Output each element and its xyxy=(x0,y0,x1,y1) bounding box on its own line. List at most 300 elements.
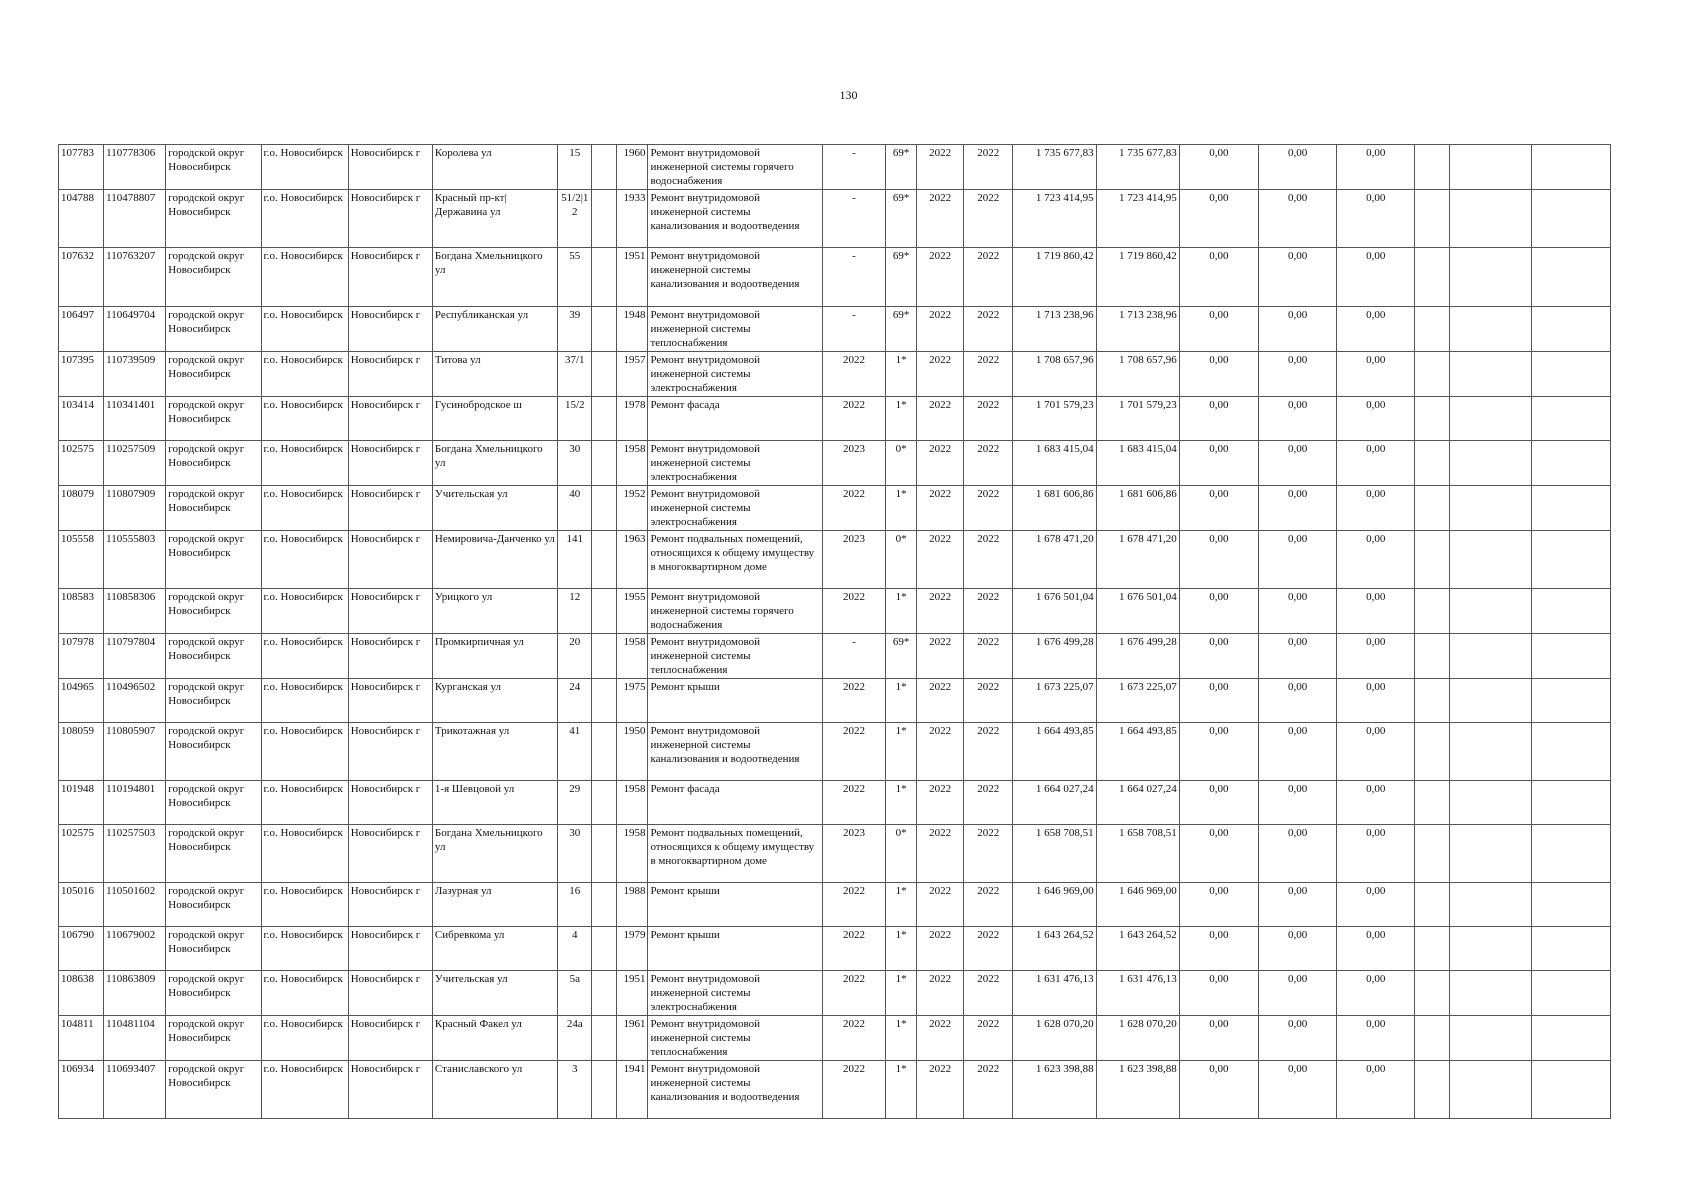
cell-work-type: Ремонт внутридомовой инженерной системы горячего водоснабжения xyxy=(648,589,822,634)
cell-street: Трикотажная ул xyxy=(432,723,557,781)
cell-cost-budget-3: 0,00 xyxy=(1337,307,1415,352)
cell-cost-budget-2: 0,00 xyxy=(1258,883,1336,927)
cell-city: Новосибирск г xyxy=(348,825,432,883)
cell-start-year: 2022 xyxy=(917,723,964,781)
cell-cost-budget-2: 0,00 xyxy=(1258,145,1336,190)
cell-municipality: городской округ Новосибирск xyxy=(166,634,261,679)
cell-city: Новосибирск г xyxy=(348,248,432,307)
cell-extra-2 xyxy=(1450,352,1531,397)
cell-extra-2 xyxy=(1450,589,1531,634)
cell-extra-1 xyxy=(1415,397,1450,441)
cell-city: Новосибирск г xyxy=(348,145,432,190)
cell-row-id: 104965 xyxy=(59,679,104,723)
cell-city: Новосибирск г xyxy=(348,679,432,723)
cell-house-number: 30 xyxy=(558,441,592,486)
cell-street: Лазурная ул xyxy=(432,883,557,927)
cell-plan-year: - xyxy=(822,634,885,679)
cell-cost-budget-1: 0,00 xyxy=(1179,927,1258,971)
cell-house-number: 30 xyxy=(558,825,592,883)
cell-end-year: 2022 xyxy=(964,352,1013,397)
cell-year-built: 1955 xyxy=(617,589,648,634)
cell-cost-budget-2: 0,00 xyxy=(1258,781,1336,825)
cell-start-year: 2022 xyxy=(917,307,964,352)
cell-extra-1 xyxy=(1415,589,1450,634)
cell-city: Новосибирск г xyxy=(348,397,432,441)
cell-status: 1* xyxy=(886,971,917,1016)
cell-year-built: 1951 xyxy=(617,248,648,307)
cell-total-cost: 1 713 238,96 xyxy=(1013,307,1096,352)
cell-year-built: 1950 xyxy=(617,723,648,781)
cell-cost-budget-2: 0,00 xyxy=(1258,723,1336,781)
cell-house-number: 40 xyxy=(558,486,592,531)
cell-municipality: городской округ Новосибирск xyxy=(166,927,261,971)
cell-cost-budget-3: 0,00 xyxy=(1337,634,1415,679)
cell-cost-budget-2: 0,00 xyxy=(1258,589,1336,634)
cell-start-year: 2022 xyxy=(917,825,964,883)
cell-municipality: городской округ Новосибирск xyxy=(166,781,261,825)
cell-city: Новосибирск г xyxy=(348,634,432,679)
cell-district: г.о. Новосибирск xyxy=(261,486,348,531)
cell-house-code: 110807909 xyxy=(104,486,166,531)
cell-extra-3 xyxy=(1531,781,1610,825)
cell-cost-budget-3: 0,00 xyxy=(1337,927,1415,971)
cell-municipality: городской округ Новосибирск xyxy=(166,190,261,248)
cell-cost-budget-2: 0,00 xyxy=(1258,679,1336,723)
cell-total-cost: 1 631 476,13 xyxy=(1013,971,1096,1016)
cell-cost-budget-2: 0,00 xyxy=(1258,190,1336,248)
cell-work-type: Ремонт подвальных помещений, относящихся к общему имуществу в многоквартирном доме xyxy=(648,825,822,883)
cell-year-built: 1958 xyxy=(617,634,648,679)
cell-building xyxy=(592,1061,617,1119)
cell-cost-budget-2: 0,00 xyxy=(1258,1016,1336,1061)
cell-street: Немировича-Данченко ул xyxy=(432,531,557,589)
cell-cost-budget-1: 0,00 xyxy=(1179,883,1258,927)
cell-cost-fund: 1 735 677,83 xyxy=(1096,145,1179,190)
cell-extra-2 xyxy=(1450,1016,1531,1061)
cell-house-code: 110341401 xyxy=(104,397,166,441)
cell-cost-budget-2: 0,00 xyxy=(1258,531,1336,589)
cell-plan-year: 2023 xyxy=(822,531,885,589)
cell-extra-1 xyxy=(1415,971,1450,1016)
cell-extra-3 xyxy=(1531,634,1610,679)
cell-total-cost: 1 658 708,51 xyxy=(1013,825,1096,883)
cell-cost-budget-1: 0,00 xyxy=(1179,679,1258,723)
cell-cost-budget-2: 0,00 xyxy=(1258,397,1336,441)
cell-year-built: 1958 xyxy=(617,825,648,883)
cell-cost-fund: 1 664 027,24 xyxy=(1096,781,1179,825)
cell-work-type: Ремонт внутридомовой инженерной системы теплоснабжения xyxy=(648,1016,822,1061)
cell-total-cost: 1 628 070,20 xyxy=(1013,1016,1096,1061)
table-body xyxy=(59,145,1611,1119)
cell-row-id: 108059 xyxy=(59,723,104,781)
cell-cost-budget-1: 0,00 xyxy=(1179,1016,1258,1061)
cell-extra-3 xyxy=(1531,352,1610,397)
cell-status: 1* xyxy=(886,352,917,397)
cell-street: Королева ул xyxy=(432,145,557,190)
cell-extra-1 xyxy=(1415,1016,1450,1061)
cell-district: г.о. Новосибирск xyxy=(261,190,348,248)
cell-start-year: 2022 xyxy=(917,927,964,971)
cell-work-type: Ремонт крыши xyxy=(648,927,822,971)
cell-street: Промкирпичная ул xyxy=(432,634,557,679)
cell-house-number: 24а xyxy=(558,1016,592,1061)
table-row xyxy=(59,441,1611,486)
cell-cost-budget-1: 0,00 xyxy=(1179,825,1258,883)
cell-municipality: городской округ Новосибирск xyxy=(166,723,261,781)
cell-building xyxy=(592,1016,617,1061)
cell-cost-budget-1: 0,00 xyxy=(1179,441,1258,486)
cell-plan-year: 2023 xyxy=(822,825,885,883)
cell-building xyxy=(592,486,617,531)
cell-plan-year: 2022 xyxy=(822,486,885,531)
cell-house-code: 110858306 xyxy=(104,589,166,634)
cell-municipality: городской округ Новосибирск xyxy=(166,883,261,927)
cell-cost-budget-3: 0,00 xyxy=(1337,1061,1415,1119)
cell-work-type: Ремонт внутридомовой инженерной системы электроснабжения xyxy=(648,971,822,1016)
cell-end-year: 2022 xyxy=(964,825,1013,883)
cell-house-number: 4 xyxy=(558,927,592,971)
cell-street: Богдана Хмельницкого ул xyxy=(432,441,557,486)
cell-cost-budget-3: 0,00 xyxy=(1337,486,1415,531)
cell-street: Красный пр-кт|Державина ул xyxy=(432,190,557,248)
cell-row-id: 108638 xyxy=(59,971,104,1016)
cell-building xyxy=(592,781,617,825)
cell-work-type: Ремонт подвальных помещений, относящихся к общему имуществу в многоквартирном доме xyxy=(648,531,822,589)
cell-start-year: 2022 xyxy=(917,1061,964,1119)
cell-work-type: Ремонт внутридомовой инженерной системы электроснабжения xyxy=(648,486,822,531)
cell-extra-1 xyxy=(1415,531,1450,589)
table-row xyxy=(59,679,1611,723)
cell-district: г.о. Новосибирск xyxy=(261,307,348,352)
cell-district: г.о. Новосибирск xyxy=(261,679,348,723)
cell-status: 69* xyxy=(886,248,917,307)
cell-city: Новосибирск г xyxy=(348,307,432,352)
cell-status: 69* xyxy=(886,634,917,679)
cell-district: г.о. Новосибирск xyxy=(261,927,348,971)
cell-cost-fund: 1 676 501,04 xyxy=(1096,589,1179,634)
cell-work-type: Ремонт внутридомовой инженерной системы канализования и водоотведения xyxy=(648,248,822,307)
cell-extra-3 xyxy=(1531,1061,1610,1119)
cell-status: 69* xyxy=(886,307,917,352)
cell-extra-1 xyxy=(1415,723,1450,781)
cell-work-type: Ремонт внутридомовой инженерной системы канализования и водоотведения xyxy=(648,190,822,248)
table-row xyxy=(59,248,1611,307)
cell-cost-fund: 1 658 708,51 xyxy=(1096,825,1179,883)
cell-row-id: 106497 xyxy=(59,307,104,352)
cell-building xyxy=(592,927,617,971)
cell-start-year: 2022 xyxy=(917,883,964,927)
cell-cost-fund: 1 623 398,88 xyxy=(1096,1061,1179,1119)
cell-work-type: Ремонт внутридомовой инженерной системы канализования и водоотведения xyxy=(648,723,822,781)
cell-building xyxy=(592,589,617,634)
cell-cost-budget-1: 0,00 xyxy=(1179,190,1258,248)
cell-year-built: 1978 xyxy=(617,397,648,441)
cell-year-built: 1958 xyxy=(617,441,648,486)
cell-house-number: 15 xyxy=(558,145,592,190)
cell-street: Станиславского ул xyxy=(432,1061,557,1119)
cell-extra-2 xyxy=(1450,883,1531,927)
cell-cost-budget-1: 0,00 xyxy=(1179,589,1258,634)
page-number: 130 xyxy=(839,88,858,102)
cell-building xyxy=(592,307,617,352)
cell-district: г.о. Новосибирск xyxy=(261,883,348,927)
table-row xyxy=(59,352,1611,397)
cell-extra-1 xyxy=(1415,634,1450,679)
cell-street: 1-я Шевцовой ул xyxy=(432,781,557,825)
cell-municipality: городской округ Новосибирск xyxy=(166,397,261,441)
cell-extra-3 xyxy=(1531,679,1610,723)
cell-street: Богдана Хмельницкого ул xyxy=(432,248,557,307)
cell-end-year: 2022 xyxy=(964,397,1013,441)
cell-city: Новосибирск г xyxy=(348,781,432,825)
cell-plan-year: 2022 xyxy=(822,679,885,723)
cell-cost-budget-2: 0,00 xyxy=(1258,825,1336,883)
cell-cost-budget-1: 0,00 xyxy=(1179,723,1258,781)
cell-total-cost: 1 735 677,83 xyxy=(1013,145,1096,190)
table-row xyxy=(59,927,1611,971)
cell-status: 1* xyxy=(886,397,917,441)
cell-house-code: 110649704 xyxy=(104,307,166,352)
cell-municipality: городской округ Новосибирск xyxy=(166,145,261,190)
cell-cost-budget-1: 0,00 xyxy=(1179,145,1258,190)
cell-plan-year: - xyxy=(822,145,885,190)
cell-cost-budget-1: 0,00 xyxy=(1179,307,1258,352)
table-row xyxy=(59,531,1611,589)
cell-cost-budget-1: 0,00 xyxy=(1179,352,1258,397)
cell-cost-budget-1: 0,00 xyxy=(1179,781,1258,825)
cell-extra-3 xyxy=(1531,927,1610,971)
cell-plan-year: 2022 xyxy=(822,971,885,1016)
cell-street: Учительская ул xyxy=(432,971,557,1016)
cell-row-id: 102575 xyxy=(59,441,104,486)
cell-cost-fund: 1 713 238,96 xyxy=(1096,307,1179,352)
cell-start-year: 2022 xyxy=(917,634,964,679)
table-row xyxy=(59,825,1611,883)
cell-street: Красный Факел ул xyxy=(432,1016,557,1061)
cell-start-year: 2022 xyxy=(917,971,964,1016)
cell-row-id: 103414 xyxy=(59,397,104,441)
cell-work-type: Ремонт внутридомовой инженерной системы электроснабжения xyxy=(648,352,822,397)
cell-building xyxy=(592,723,617,781)
cell-status: 1* xyxy=(886,781,917,825)
cell-extra-1 xyxy=(1415,307,1450,352)
cell-city: Новосибирск г xyxy=(348,927,432,971)
cell-building xyxy=(592,397,617,441)
cell-house-number: 51/2|12 xyxy=(558,190,592,248)
cell-building xyxy=(592,971,617,1016)
cell-end-year: 2022 xyxy=(964,486,1013,531)
cell-start-year: 2022 xyxy=(917,486,964,531)
cell-row-id: 106790 xyxy=(59,927,104,971)
cell-cost-fund: 1 646 969,00 xyxy=(1096,883,1179,927)
cell-status: 1* xyxy=(886,679,917,723)
cell-year-built: 1963 xyxy=(617,531,648,589)
cell-extra-2 xyxy=(1450,145,1531,190)
cell-row-id: 105016 xyxy=(59,883,104,927)
cell-total-cost: 1 623 398,88 xyxy=(1013,1061,1096,1119)
cell-municipality: городской округ Новосибирск xyxy=(166,531,261,589)
table-row xyxy=(59,1016,1611,1061)
cell-city: Новосибирск г xyxy=(348,971,432,1016)
cell-city: Новосибирск г xyxy=(348,441,432,486)
cell-cost-budget-2: 0,00 xyxy=(1258,307,1336,352)
cell-start-year: 2022 xyxy=(917,589,964,634)
table-row xyxy=(59,883,1611,927)
cell-row-id: 104811 xyxy=(59,1016,104,1061)
cell-cost-fund: 1 676 499,28 xyxy=(1096,634,1179,679)
cell-district: г.о. Новосибирск xyxy=(261,1016,348,1061)
table-row xyxy=(59,397,1611,441)
cell-row-id: 107632 xyxy=(59,248,104,307)
cell-year-built: 1958 xyxy=(617,781,648,825)
cell-street: Титова ул xyxy=(432,352,557,397)
cell-district: г.о. Новосибирск xyxy=(261,248,348,307)
cell-cost-budget-2: 0,00 xyxy=(1258,352,1336,397)
cell-house-code: 110496502 xyxy=(104,679,166,723)
table-row xyxy=(59,723,1611,781)
cell-building xyxy=(592,679,617,723)
cell-total-cost: 1 681 606,86 xyxy=(1013,486,1096,531)
cell-city: Новосибирск г xyxy=(348,486,432,531)
cell-municipality: городской округ Новосибирск xyxy=(166,825,261,883)
cell-house-code: 110693407 xyxy=(104,1061,166,1119)
cell-extra-3 xyxy=(1531,531,1610,589)
cell-cost-budget-3: 0,00 xyxy=(1337,531,1415,589)
cell-row-id: 108583 xyxy=(59,589,104,634)
cell-cost-budget-1: 0,00 xyxy=(1179,634,1258,679)
cell-start-year: 2022 xyxy=(917,441,964,486)
cell-building xyxy=(592,531,617,589)
cell-house-number: 12 xyxy=(558,589,592,634)
cell-cost-fund: 1 681 606,86 xyxy=(1096,486,1179,531)
cell-street: Сибревкома ул xyxy=(432,927,557,971)
cell-house-code: 110481104 xyxy=(104,1016,166,1061)
cell-row-id: 107395 xyxy=(59,352,104,397)
cell-start-year: 2022 xyxy=(917,1016,964,1061)
cell-year-built: 1948 xyxy=(617,307,648,352)
cell-district: г.о. Новосибирск xyxy=(261,589,348,634)
cell-cost-budget-3: 0,00 xyxy=(1337,825,1415,883)
cell-house-number: 41 xyxy=(558,723,592,781)
cell-extra-3 xyxy=(1531,589,1610,634)
cell-extra-1 xyxy=(1415,145,1450,190)
cell-street: Учительская ул xyxy=(432,486,557,531)
cell-municipality: городской округ Новосибирск xyxy=(166,248,261,307)
cell-house-number: 5а xyxy=(558,971,592,1016)
cell-extra-2 xyxy=(1450,634,1531,679)
cell-year-built: 1975 xyxy=(617,679,648,723)
cell-work-type: Ремонт крыши xyxy=(648,883,822,927)
cell-work-type: Ремонт фасада xyxy=(648,781,822,825)
cell-start-year: 2022 xyxy=(917,248,964,307)
cell-end-year: 2022 xyxy=(964,441,1013,486)
cell-end-year: 2022 xyxy=(964,589,1013,634)
cell-cost-budget-1: 0,00 xyxy=(1179,397,1258,441)
cell-total-cost: 1 676 499,28 xyxy=(1013,634,1096,679)
cell-cost-budget-3: 0,00 xyxy=(1337,441,1415,486)
cell-status: 1* xyxy=(886,589,917,634)
cell-cost-fund: 1 719 860,42 xyxy=(1096,248,1179,307)
cell-year-built: 1941 xyxy=(617,1061,648,1119)
cell-cost-fund: 1 723 414,95 xyxy=(1096,190,1179,248)
cell-extra-3 xyxy=(1531,145,1610,190)
cell-extra-1 xyxy=(1415,927,1450,971)
cell-building xyxy=(592,145,617,190)
cell-cost-budget-2: 0,00 xyxy=(1258,634,1336,679)
cell-extra-3 xyxy=(1531,248,1610,307)
cell-work-type: Ремонт фасада xyxy=(648,397,822,441)
cell-work-type: Ремонт внутридомовой инженерной системы электроснабжения xyxy=(648,441,822,486)
cell-cost-fund: 1 683 415,04 xyxy=(1096,441,1179,486)
cell-start-year: 2022 xyxy=(917,531,964,589)
cell-extra-2 xyxy=(1450,723,1531,781)
cell-row-id: 107978 xyxy=(59,634,104,679)
cell-city: Новосибирск г xyxy=(348,531,432,589)
cell-status: 1* xyxy=(886,1016,917,1061)
cell-extra-1 xyxy=(1415,883,1450,927)
cell-status: 0* xyxy=(886,825,917,883)
cell-end-year: 2022 xyxy=(964,634,1013,679)
cell-status: 69* xyxy=(886,145,917,190)
cell-extra-2 xyxy=(1450,927,1531,971)
cell-municipality: городской округ Новосибирск xyxy=(166,441,261,486)
cell-total-cost: 1 678 471,20 xyxy=(1013,531,1096,589)
cell-end-year: 2022 xyxy=(964,145,1013,190)
cell-work-type: Ремонт внутридомовой инженерной системы теплоснабжения xyxy=(648,307,822,352)
cell-municipality: городской округ Новосибирск xyxy=(166,486,261,531)
cell-house-code: 110739509 xyxy=(104,352,166,397)
cell-total-cost: 1 673 225,07 xyxy=(1013,679,1096,723)
cell-cost-budget-2: 0,00 xyxy=(1258,1061,1336,1119)
cell-house-number: 39 xyxy=(558,307,592,352)
cell-house-number: 141 xyxy=(558,531,592,589)
table-row xyxy=(59,1061,1611,1119)
cell-cost-budget-1: 0,00 xyxy=(1179,971,1258,1016)
cell-building xyxy=(592,190,617,248)
cell-city: Новосибирск г xyxy=(348,1061,432,1119)
cell-cost-budget-3: 0,00 xyxy=(1337,723,1415,781)
cell-extra-2 xyxy=(1450,441,1531,486)
table-row xyxy=(59,307,1611,352)
cell-street: Республиканская ул xyxy=(432,307,557,352)
cell-municipality: городской округ Новосибирск xyxy=(166,679,261,723)
cell-district: г.о. Новосибирск xyxy=(261,971,348,1016)
cell-plan-year: 2022 xyxy=(822,1016,885,1061)
cell-cost-fund: 1 628 070,20 xyxy=(1096,1016,1179,1061)
cell-extra-1 xyxy=(1415,825,1450,883)
cell-row-id: 101948 xyxy=(59,781,104,825)
cell-extra-2 xyxy=(1450,190,1531,248)
cell-plan-year: 2022 xyxy=(822,781,885,825)
cell-total-cost: 1 701 579,23 xyxy=(1013,397,1096,441)
cell-plan-year: 2022 xyxy=(822,1061,885,1119)
cell-status: 1* xyxy=(886,883,917,927)
cell-year-built: 1951 xyxy=(617,971,648,1016)
cell-year-built: 1961 xyxy=(617,1016,648,1061)
cell-cost-fund: 1 643 264,52 xyxy=(1096,927,1179,971)
cell-house-number: 3 xyxy=(558,1061,592,1119)
cell-cost-fund: 1 708 657,96 xyxy=(1096,352,1179,397)
cell-building xyxy=(592,883,617,927)
cell-plan-year: - xyxy=(822,248,885,307)
cell-cost-budget-2: 0,00 xyxy=(1258,248,1336,307)
cell-cost-budget-2: 0,00 xyxy=(1258,971,1336,1016)
cell-municipality: городской округ Новосибирск xyxy=(166,1061,261,1119)
cell-cost-budget-3: 0,00 xyxy=(1337,1016,1415,1061)
cell-total-cost: 1 646 969,00 xyxy=(1013,883,1096,927)
cell-cost-budget-3: 0,00 xyxy=(1337,589,1415,634)
cell-street: Курганская ул xyxy=(432,679,557,723)
